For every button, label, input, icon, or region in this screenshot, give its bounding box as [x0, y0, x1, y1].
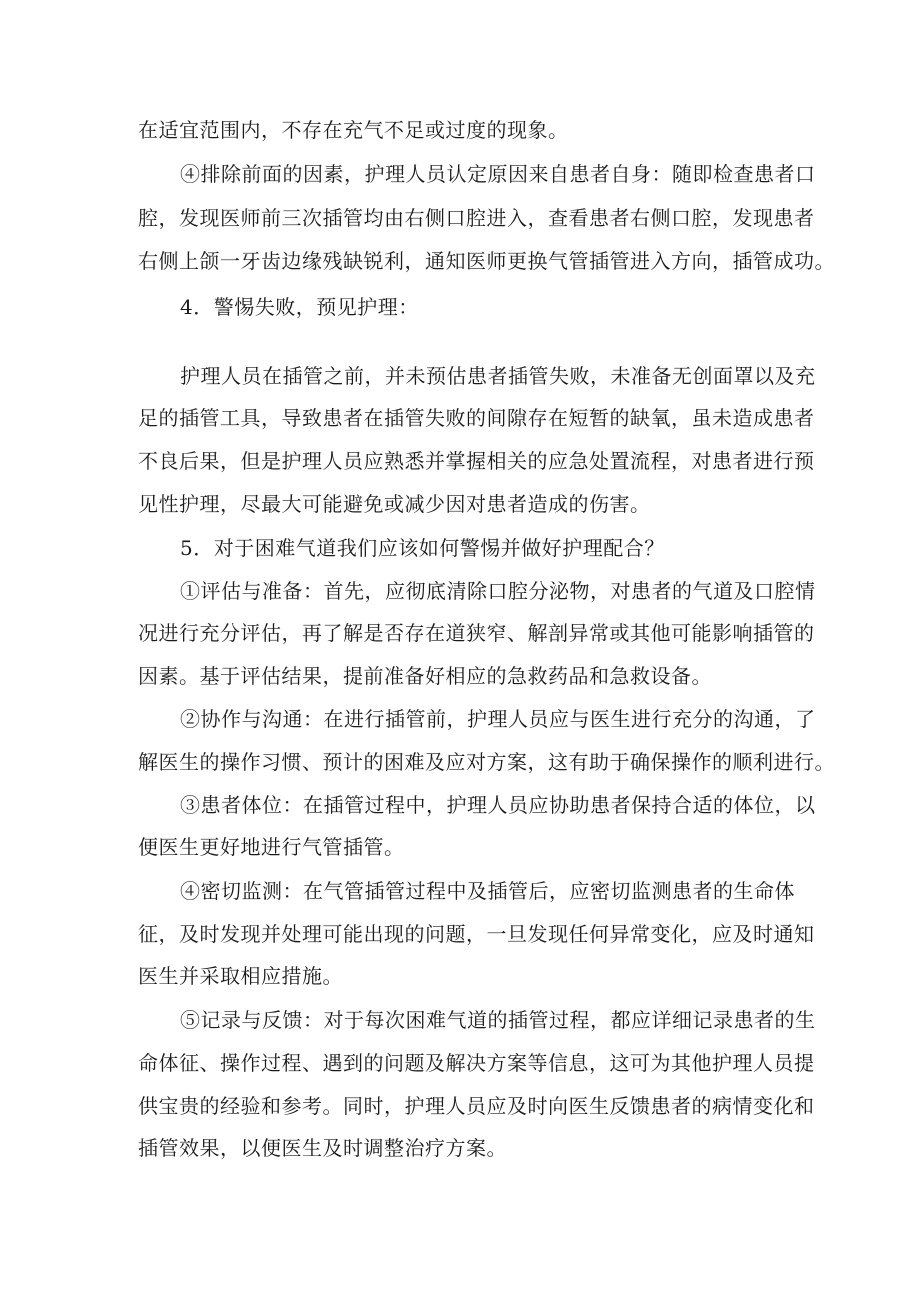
text-line: 况进行充分评估，再了解是否存在道狭窄、解剖异常或其他可能影响插管的	[138, 621, 815, 645]
text-line: 插管效果，以便医生及时调整治疗方案。	[138, 1136, 507, 1160]
text-line: 命体征、操作过程、遇到的问题及解决方案等信息，这可为其他护理人员提	[138, 1051, 815, 1075]
text-line: 护理人员在插管之前，并未预估患者插管失败，未准备无创面罩以及充	[180, 364, 816, 388]
text-line: ⑤记录与反馈：对于每次困难气道的插管过程，都应详细记录患者的生	[180, 1008, 816, 1032]
text-line: 右侧上颌一牙齿边缘残缺锐利，通知医师更换气管插管进入方向，插管成功。	[138, 249, 835, 273]
text-line: 解医生的操作习惯、预计的困难及应对方案，这有助于确保操作的顺利进行。	[138, 750, 835, 774]
text-line: 因素。基于评估结果，提前准备好相应的急救药品和急救设备。	[138, 664, 712, 688]
text-line: ④密切监测：在气管插管过程中及插管后，应密切监测患者的生命体	[180, 879, 795, 903]
text-line: 便医生更好地进行气管插管。	[138, 835, 405, 859]
text-line: 在适宜范围内，不存在充气不足或过度的现象。	[138, 118, 569, 142]
text-line: ③患者体位：在插管过程中，护理人员应协助患者保持合适的体位，以	[180, 793, 816, 817]
text-line: 足的插管工具，导致患者在插管失败的间隙存在短暂的缺氧，虽未造成患者	[138, 406, 815, 430]
text-line: 见性护理，尽最大可能避免或减少因对患者造成的伤害。	[138, 492, 651, 516]
text-line: ②协作与沟通：在进行插管前，护理人员应与医生进行充分的沟通，了	[180, 707, 816, 731]
text-line: ④排除前面的因素，护理人员认定原因来自患者自身：随即检查患者口	[180, 162, 816, 186]
text-line: 腔，发现医师前三次插管均由右侧口腔进入，查看患者右侧口腔，发现患者	[138, 206, 815, 230]
text-line: 供宝贵的经验和参考。同时，护理人员应及时向医生反馈患者的病情变化和	[138, 1094, 815, 1118]
text-line: ①评估与准备：首先，应彻底清除口腔分泌物，对患者的气道及口腔情	[180, 579, 816, 603]
section-heading: 5．对于困难气道我们应该如何警惕并做好护理配合？	[180, 536, 665, 560]
text-line: 不良后果，但是护理人员应熟悉并掌握相关的应急处置流程，对患者进行预	[138, 449, 815, 473]
text-line: 征，及时发现并处理可能出现的问题，一旦发现任何异常变化，应及时通知	[138, 922, 815, 946]
text-line: 医生并采取相应措施。	[138, 964, 343, 988]
section-heading: 4．警惕失败，预见护理：	[180, 295, 419, 319]
